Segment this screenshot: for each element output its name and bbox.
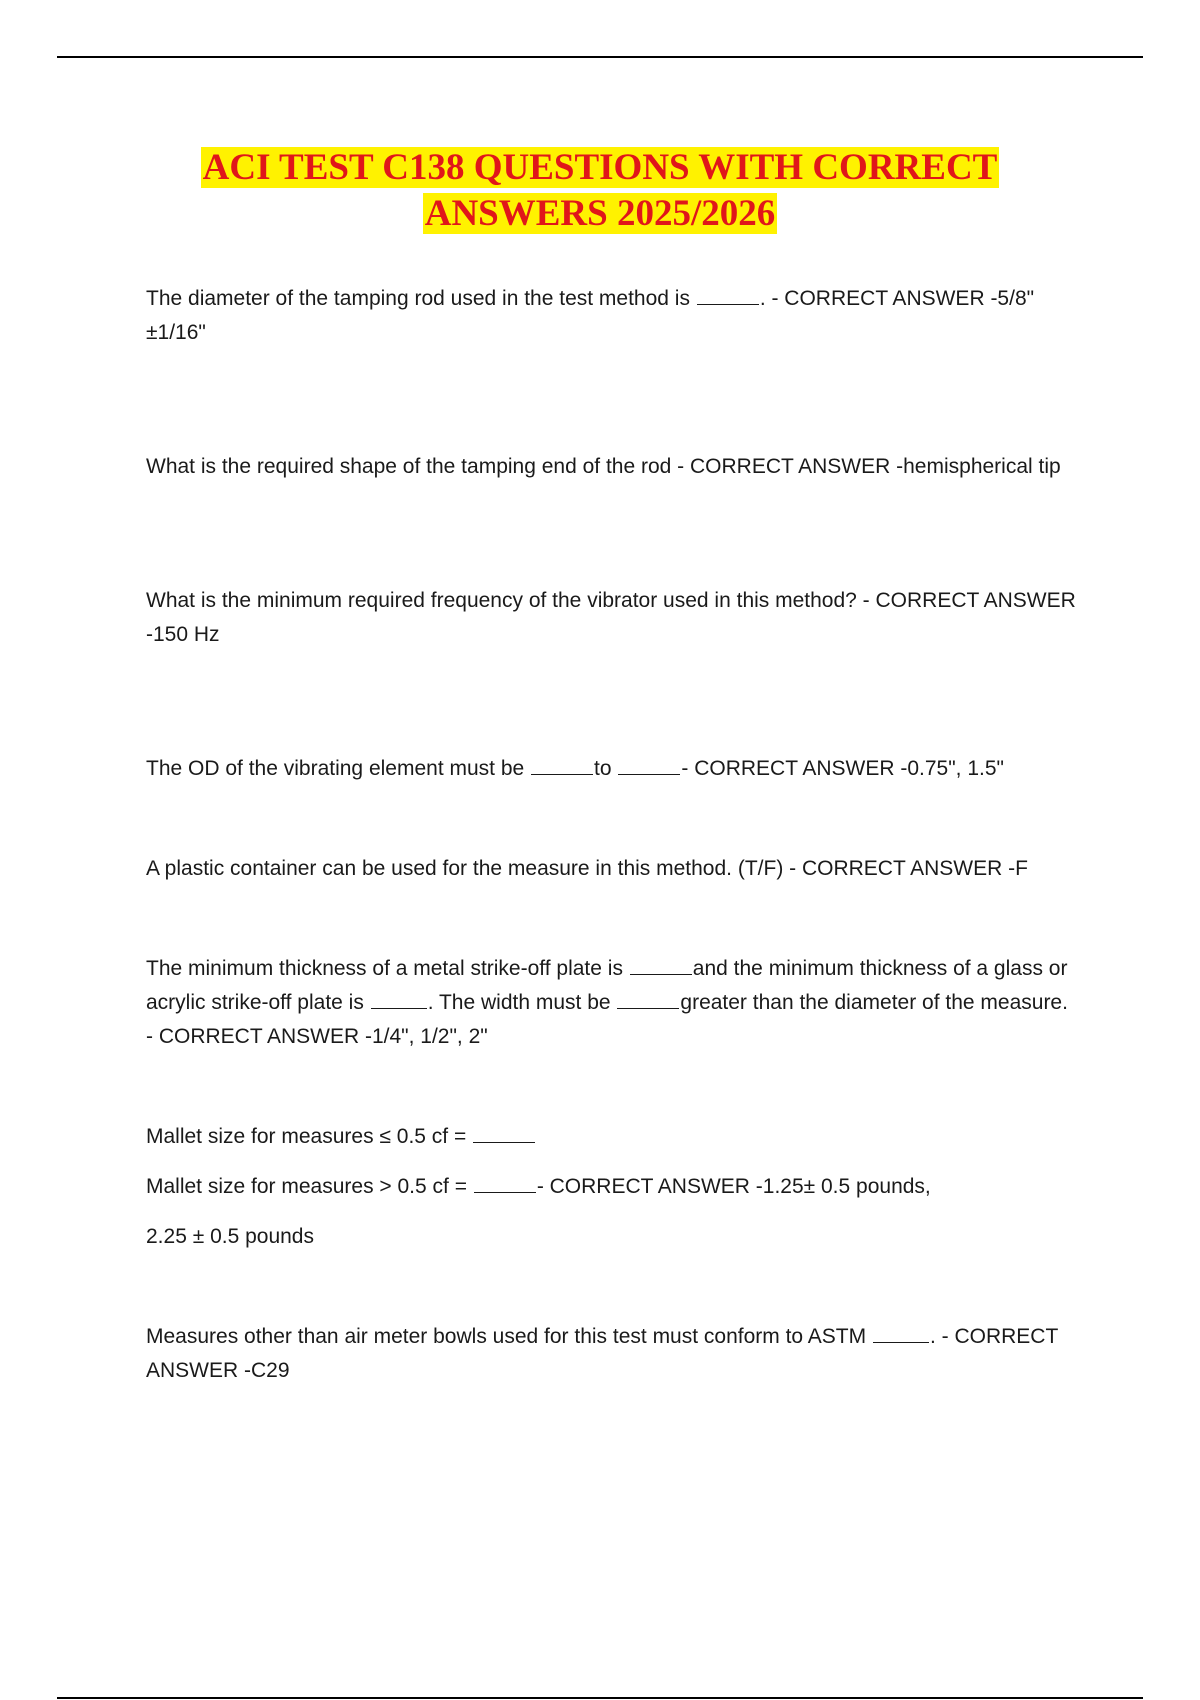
question-4: The OD of the vibrating element must be to - CORRECT ANSWER -0.75", 1.5" bbox=[146, 752, 1076, 786]
top-rule bbox=[57, 56, 1143, 58]
question-7-line-1: Mallet size for measures ≤ 0.5 cf = bbox=[146, 1120, 1076, 1154]
answer-blank bbox=[617, 986, 679, 1009]
answer-blank bbox=[531, 752, 593, 775]
answer-blank bbox=[474, 1170, 536, 1193]
question-2: What is the required shape of the tamping end of the rod - CORRECT ANSWER -hemispherical tip bbox=[146, 455, 1061, 478]
title-line-1: ACI TEST C138 QUESTIONS WITH CORRECT bbox=[202, 147, 998, 188]
question-1: The diameter of the tamping rod used in the test method is . - CORRECT ANSWER -5/8" ±1/16" bbox=[146, 282, 1076, 350]
answer-blank bbox=[697, 282, 759, 305]
bottom-rule bbox=[57, 1697, 1143, 1699]
question-7-line-2: Mallet size for measures > 0.5 cf = - CORRECT ANSWER -1.25± 0.5 pounds, bbox=[146, 1170, 1076, 1204]
answer-blank bbox=[873, 1320, 929, 1343]
answer-blank bbox=[371, 986, 427, 1009]
answer-blank bbox=[473, 1120, 535, 1143]
question-3: What is the minimum required frequency of the vibrator used in this method? - CORRECT ANSWER -150 Hz bbox=[146, 589, 1076, 646]
question-7-line-3: 2.25 ± 0.5 pounds bbox=[146, 1225, 314, 1248]
question-5: A plastic container can be used for the measure in this method. (T/F) - CORRECT ANSWER -F bbox=[146, 857, 1028, 880]
question-6: The minimum thickness of a metal strike-off plate is and the minimum thickness of a glass or acrylic strike-off plate is . The width must be greater than the diameter of the measure. - CORRECT ANSWER -1/4", 1/2", 2" bbox=[146, 952, 1076, 1054]
answer-blank bbox=[630, 952, 692, 975]
document-title bbox=[60, 145, 1140, 237]
title-line-2: ANSWERS 2025/2026 bbox=[424, 193, 776, 234]
question-8: Measures other than air meter bowls used for this test must conform to ASTM . - CORRECT ANSWER -C29 bbox=[146, 1320, 1076, 1388]
answer-blank bbox=[618, 752, 680, 775]
qa-list bbox=[146, 282, 1076, 1388]
